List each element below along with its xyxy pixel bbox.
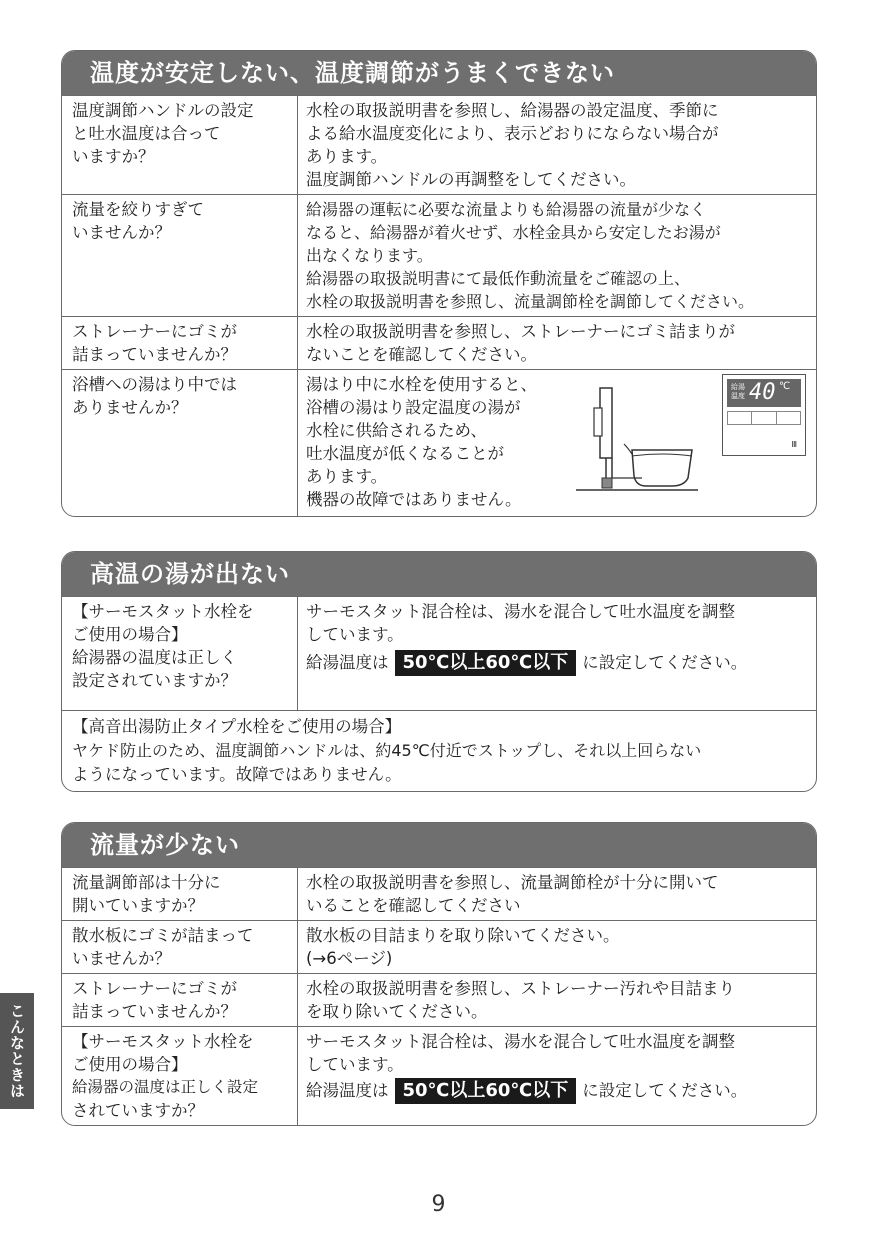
side-index-tab: こんなときは [0, 993, 34, 1109]
text-line: ないことを確認してください。 [306, 345, 537, 364]
table-row [62, 1026, 816, 1125]
table-row [62, 95, 816, 194]
temperature-highlight: 50℃以上60℃以下 [395, 650, 577, 676]
question-cell [62, 597, 298, 710]
text-line: 詰まっていませんか？ [72, 1002, 237, 1021]
text-line: 給湯器の温度は正しく [72, 648, 237, 667]
text-line: 水栓の取扱説明書を参照し、ストレーナー汚れや目詰まり [306, 979, 735, 998]
text-line: 吐水温度が低くなることが [306, 444, 504, 463]
text-line: ご使用の場合】 [72, 1055, 188, 1074]
text-line: 温度調節ハンドルの再調整をしてください。 [306, 170, 636, 189]
text-line: 湯はり中に水栓を使用すると、 [306, 375, 537, 394]
text-line: いることを確認してください [306, 896, 521, 915]
text-line: あります。 [306, 147, 388, 166]
text-line: ありませんか？ [72, 398, 188, 417]
question-cell [62, 1027, 298, 1125]
text-line: 【サーモスタット水栓を [72, 1032, 254, 1051]
text-line: ストレーナーにゴミが [72, 322, 237, 341]
text-line: 浴槽の湯はり設定温度の湯が [306, 398, 521, 417]
remote-unit: ℃ [779, 381, 791, 392]
question-cell [62, 195, 298, 316]
note-cell [62, 711, 816, 791]
text-line: ご使用の場合】 [72, 625, 188, 644]
text-line: 給湯器の取扱説明書にて最低作動流量をご確認の上、 [306, 269, 691, 288]
text-line: ヤケド防止のため、温度調節ハンドルは、約45℃付近でストップし、それ以上回らない [72, 741, 702, 760]
section-title: 温度が安定しない、温度調節がうまくできない [62, 51, 816, 95]
temperature-remote [722, 374, 806, 456]
text-line: よる給水温度変化により、表示どおりにならない場合が [306, 124, 719, 143]
text-line: 機器の故障ではありません。 [306, 490, 522, 509]
text-line: 浴槽への湯はり中では [72, 375, 237, 394]
text-line: 散水板の目詰まりを取り除いてください。 [306, 926, 620, 945]
temperature-setting-line [306, 650, 810, 676]
text-line: 出なくなります。 [306, 246, 433, 265]
text-line: ストレーナーにゴミが [72, 979, 237, 998]
table-row [62, 596, 816, 710]
text-line: ようになっています。故障ではありません。 [72, 765, 402, 784]
question-cell [62, 370, 298, 516]
text-line: 水栓の取扱説明書を参照し、給湯器の設定温度、季節に [306, 101, 719, 120]
question-cell [62, 921, 298, 973]
temperature-setting-line [306, 1078, 810, 1104]
text-line: 設定されていますか？ [72, 671, 237, 690]
text-line: を取り除いてください。 [306, 1002, 488, 1021]
answer-cell [298, 195, 816, 316]
text-line: 水栓に供給されるため、 [306, 421, 487, 440]
text-line: 給湯器の温度は正しく設定 [72, 1078, 259, 1096]
answer-cell [298, 974, 816, 1026]
remote-label: 給湯 温度 [731, 383, 745, 400]
page-number: 9 [431, 1192, 446, 1217]
text-line: 流量を絞りすぎて [72, 200, 204, 219]
table-row [62, 316, 816, 369]
remote-temperature: 40 [749, 380, 776, 405]
text: に設定してください。 [582, 653, 748, 672]
text: に設定してください。 [582, 1081, 748, 1100]
bathtub-illustration [572, 378, 702, 498]
section-no-hot-water [61, 551, 817, 792]
text-line: 散水板にゴミが詰まって [72, 926, 254, 945]
answer-cell [298, 317, 816, 369]
answer-cell [298, 921, 816, 973]
section-temperature-unstable [61, 50, 817, 517]
text-line: サーモスタット混合栓は、湯水を混合して吐水温度を調整 [306, 1032, 735, 1051]
text-line: しています。 [306, 625, 404, 644]
text-line: 詰まっていませんか？ [72, 345, 237, 364]
answer-cell [298, 1027, 816, 1125]
text: 給湯温度は [306, 1081, 389, 1100]
text-line: されていますか？ [72, 1101, 204, 1120]
text-line: 水栓の取扱説明書を参照し、ストレーナーにゴミ詰まりが [306, 322, 735, 341]
table-row [62, 920, 816, 973]
text-line: いませんか？ [72, 949, 171, 968]
text-line: 給湯器の運転に必要な流量よりも給湯器の流量が少なく [306, 200, 707, 219]
table-row [62, 973, 816, 1026]
text-line: 水栓の取扱説明書を参照し、流量調節栓が十分に開いて [306, 873, 719, 892]
answer-cell [298, 597, 816, 710]
section-title: 高温の湯が出ない [62, 552, 816, 596]
remote-buttons [727, 411, 801, 425]
table-row [62, 369, 816, 516]
text-line: あります。 [306, 467, 388, 486]
text-line: 温度調節ハンドルの設定 [72, 101, 254, 120]
text-line: 【高音出湯防止タイプ水栓をご使用の場合】 [72, 717, 402, 736]
remote-mark: Ⅲ [791, 440, 797, 449]
table-row [62, 867, 816, 920]
text-line: 【サーモスタット水栓を [72, 602, 254, 621]
remote-screen [727, 379, 801, 407]
text-line: 水栓の取扱説明書を参照し、流量調節栓を調節してください。 [306, 292, 755, 311]
question-cell [62, 868, 298, 920]
answer-cell [298, 96, 816, 194]
text-line: いますか？ [72, 147, 155, 166]
text-line: サーモスタット混合栓は、湯水を混合して吐水温度を調整 [306, 602, 735, 621]
question-cell [62, 974, 298, 1026]
temperature-highlight: 50℃以上60℃以下 [395, 1078, 577, 1104]
text-line: と吐水温度は合って [72, 124, 221, 143]
section-title: 流量が少ない [62, 823, 816, 867]
text-line: 開いていますか？ [72, 896, 204, 915]
text-line: 流量調節部は十分に [72, 873, 221, 892]
section-low-flow [61, 822, 817, 1126]
table-row [62, 710, 816, 791]
question-cell [62, 96, 298, 194]
page-reference: (→6ページ) [306, 949, 393, 968]
text-line: いませんか？ [72, 223, 171, 242]
text-line: しています。 [306, 1055, 404, 1074]
table-row [62, 194, 816, 316]
text: 給湯温度は [306, 653, 389, 672]
question-cell [62, 317, 298, 369]
text-line: なると、給湯器が着火せず、水栓金具から安定したお湯が [306, 223, 721, 242]
answer-cell [298, 868, 816, 920]
